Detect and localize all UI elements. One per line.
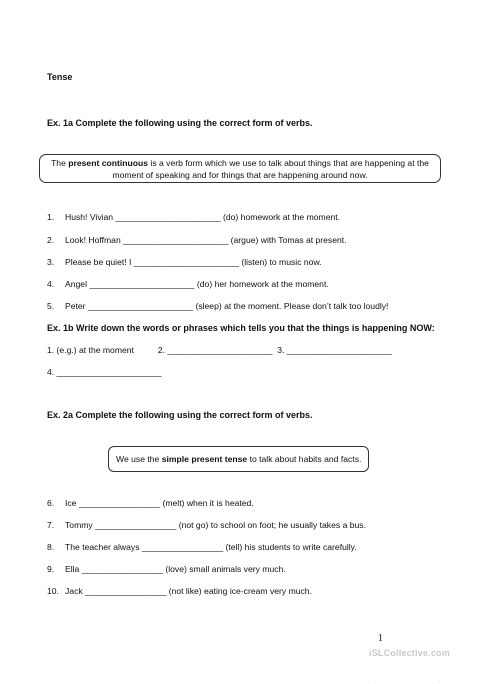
item-number: 6. (47, 498, 55, 508)
definition-pre: We use the (116, 454, 162, 464)
watermark: iSLCollective.com (369, 648, 450, 658)
item-text: Look! Hoffman ______________________ (argue) with Tomas at present. (65, 235, 347, 245)
exercise-item (47, 279, 329, 289)
exercise-1b-line-1: 1. (e.g.) at the moment 2. ______________________ 3. ______________________ (47, 345, 392, 355)
exercise-item (47, 542, 357, 552)
item-number: 4. (47, 279, 55, 289)
exercise-item (47, 586, 312, 596)
exercise-item (47, 235, 347, 245)
decorative-dot: . (438, 678, 440, 684)
item-text: Tommy _________________ (not go) to school on foot; he usually takes a bus. (65, 520, 366, 530)
item-text: Jack _________________ (not like) eating ice-cream very much. (65, 586, 312, 596)
definition-rest: to talk about habits and facts. (247, 454, 362, 464)
item-text: Peter ______________________ (sleep) at the moment. Please don’t talk too loudly! (65, 301, 389, 311)
item-number: 1. (47, 212, 55, 222)
item-number: 3. (47, 257, 55, 267)
exercise-1a-heading: Ex. 1a Complete the following using the correct form of verbs. (47, 118, 313, 128)
exercise-2a-heading: Ex. 2a Complete the following using the correct form of verbs. (47, 410, 313, 420)
definition-rest: is a verb form which we use to talk about things that are happening at the (148, 158, 429, 168)
simple-present-definition-box (108, 446, 369, 472)
item-number: 7. (47, 520, 55, 530)
decorative-dot: . (375, 678, 377, 684)
exercise-item (47, 212, 340, 222)
exercise-1b-line-2: 4. ______________________ (47, 367, 162, 377)
exercise-item (47, 498, 254, 508)
exercise-1b-heading: Ex. 1b Write down the words or phrases which tells you that the things is happening NOW: (47, 323, 435, 333)
page-number: 1 (378, 633, 383, 644)
exercise-item (47, 564, 286, 574)
definition-term: present continuous (68, 158, 149, 168)
item-text: Ice _________________ (melt) when it is heated. (65, 498, 254, 508)
exercise-item (47, 301, 388, 311)
exercise-item (47, 257, 322, 267)
item-text: Please be quiet! I ______________________ (listen) to music now. (65, 257, 322, 267)
page-title: Tense (47, 72, 73, 82)
item-text: The teacher always _________________ (tell) his students to write carefully. (65, 542, 357, 552)
item-number: 2. (47, 235, 55, 245)
item-text: Ella _________________ (love) small animals very much. (65, 564, 286, 574)
definition-pre: The (51, 158, 69, 168)
item-text: Angel ______________________ (do) her homework at the moment. (65, 279, 329, 289)
exercise-item (47, 520, 366, 530)
item-number: 5. (47, 301, 55, 311)
item-text: Hush! Vivian ______________________ (do) homework at the moment. (65, 212, 341, 222)
present-continuous-definition-box (39, 154, 441, 183)
definition-line-2: moment of speaking and for things that are happening around now. (112, 170, 368, 180)
item-number: 10. (47, 586, 59, 596)
item-number: 8. (47, 542, 55, 552)
item-number: 9. (47, 564, 55, 574)
definition-line-1 (40, 157, 440, 169)
definition-term: simple present tense (161, 454, 248, 464)
